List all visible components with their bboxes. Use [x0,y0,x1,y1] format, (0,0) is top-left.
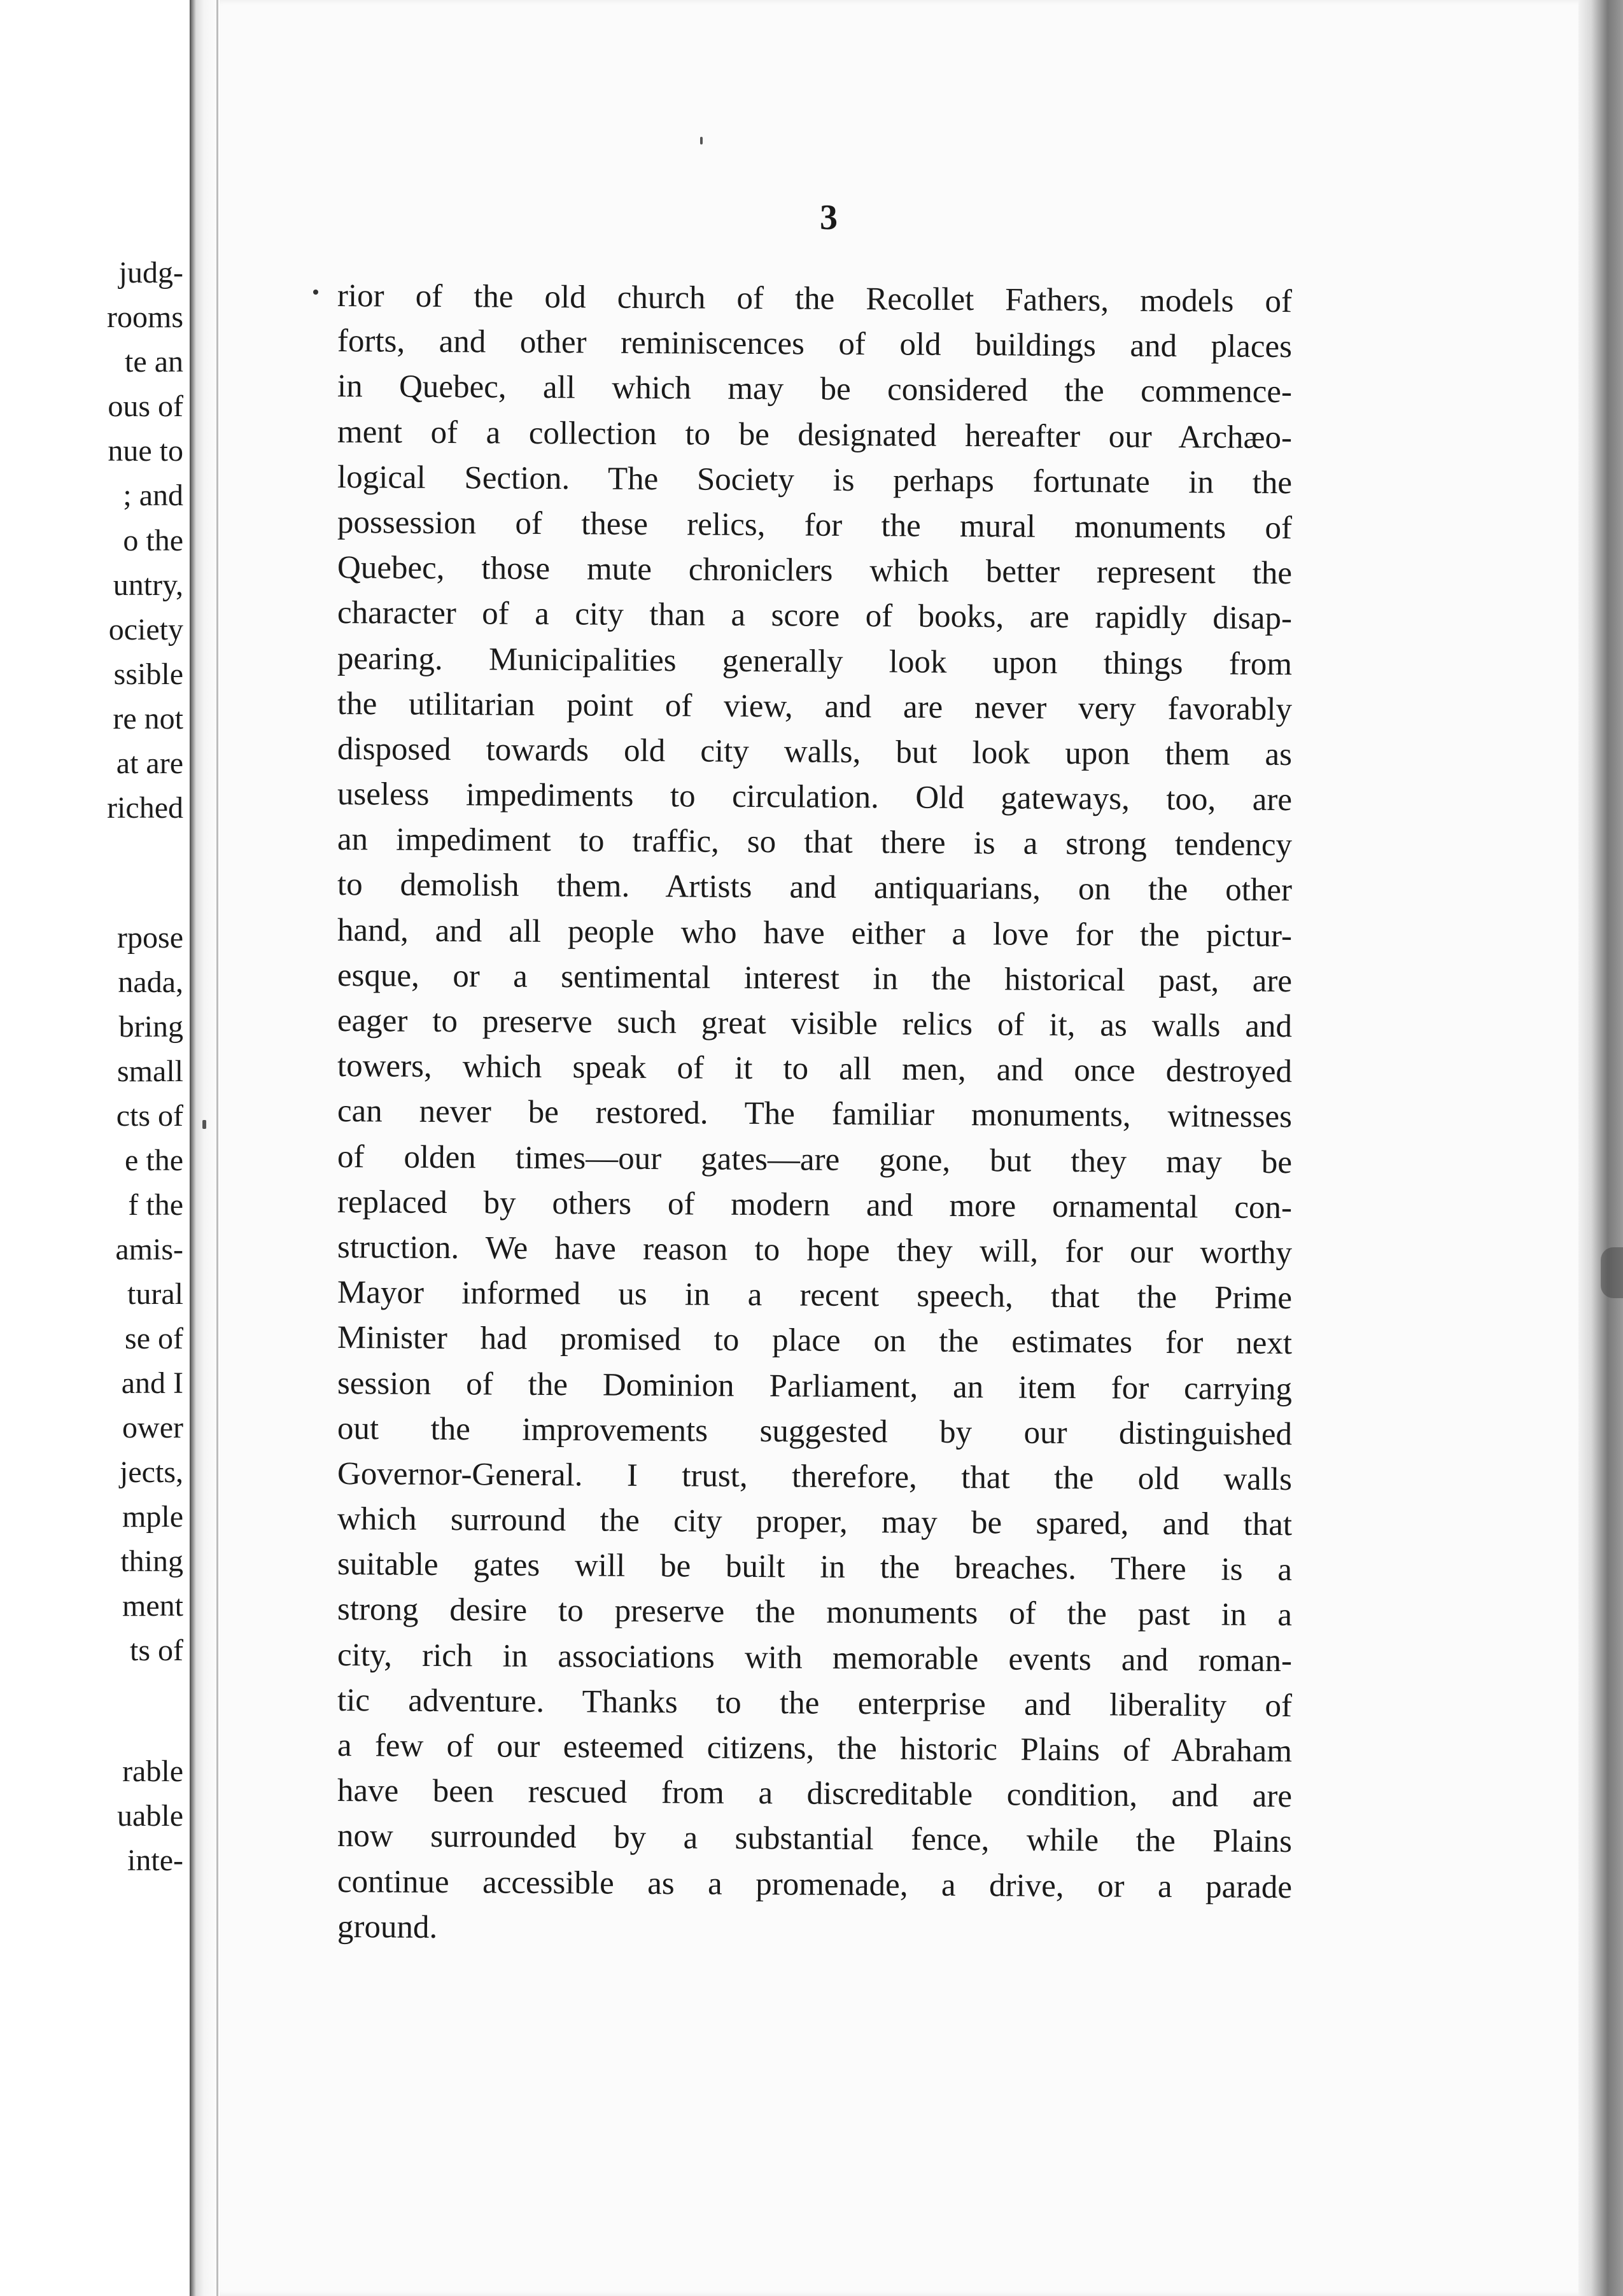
body-text [337,274,1292,1950]
right-edge-mark [1601,1247,1623,1298]
left-page-line: cts of [116,1099,183,1133]
text-line: ground. [337,1908,438,1945]
text-line: a few of our esteemed citizens, the historic Plains of Abraham [337,1728,1293,1770]
text-line: city, rich in associations with memorable events and roman- [337,1637,1293,1679]
page-number: 3 [820,198,838,237]
text-line: eager to preserve such great visible relics of it, as walls and [337,1003,1293,1045]
left-page-line: ment [122,1589,183,1623]
text-line: have been rescued from a discreditable condition, and are [337,1773,1293,1815]
text-line: which surround the city proper, may be spared, and that [337,1501,1293,1543]
paper-speck [700,137,703,144]
left-page-line: nada, [118,965,183,999]
text-line: in Quebec, all which may be considered the commence- [337,368,1293,410]
left-page-line: ous of [108,389,183,423]
text-line: rior of the old church of the Recollet Fathers, models of [337,278,1293,320]
left-page-line: and I [121,1366,183,1400]
text-line: suitable gates will be built in the breaches. There is a [337,1546,1293,1588]
page-gutter-line [216,0,218,2296]
left-page-line: rable [122,1754,183,1788]
text-line: hand, and all people who have either a love for the pictur- [337,912,1293,954]
left-page-line: f the [128,1188,183,1222]
text-line: Minister had promised to place on the estimates for next [337,1320,1293,1362]
text-line: logical Section. The Society is perhaps fortunate in the [337,459,1293,501]
left-page-line: small [117,1054,183,1088]
left-page-line: bring [118,1010,183,1044]
left-page-line: at are [116,746,183,780]
left-page-line: o the [123,524,183,557]
text-line: can never be restored. The familiar monuments, witnesses [337,1093,1293,1135]
text-line: continue accessible as a promenade, a drive, or a parade [337,1863,1293,1905]
left-page-line: te an [125,345,183,379]
left-page-line: rooms [107,300,183,334]
text-line: esque, or a sentimental interest in the historical past, are [337,957,1293,999]
text-line: of olden times—our gates—are gone, but they may be [337,1138,1293,1180]
text-line: struction. We have reason to hope they will, for our worthy [337,1229,1293,1271]
margin-dot [313,290,318,295]
text-line: Mayor informed us in a recent speech, that the Prime [337,1275,1293,1317]
text-line: Quebec, those mute chroniclers which better represent the [337,550,1293,592]
left-page-line: e the [125,1144,183,1177]
left-page-line: mple [122,1500,183,1534]
left-page-line: rpose [117,921,183,955]
text-line: character of a city than a score of books, are rapidly disap- [337,595,1293,637]
text-line: strong desire to preserve the monuments of the past in a [337,1592,1293,1634]
text-line: replaced by others of modern and more ornamental con- [337,1184,1293,1226]
text-line: ment of a collection to be designated hereafter our Archæo- [337,414,1293,456]
text-line: useless impediments to circulation. Old gateways, too, are [337,776,1293,818]
text-line: an impediment to traffic, so that there is a strong tendency [337,822,1293,864]
text-line: to demolish them. Artists and antiquarians, on the other [337,867,1293,909]
left-page-line: inte- [127,1844,183,1877]
paper-speck [202,1120,206,1129]
left-page-line: thing [120,1544,183,1578]
left-page-line: untry, [113,568,183,602]
text-line: now surrounded by a substantial fence, while the Plains [337,1818,1293,1860]
text-line: forts, and other reminiscences of old buildings and places [337,323,1293,365]
text-line: Governor-General. I trust, therefore, that the old walls [337,1455,1293,1498]
text-line: tic adventure. Thanks to the enterprise and liberality of [337,1682,1293,1724]
left-page-line: riched [107,791,183,825]
left-page-line: ower [122,1411,183,1445]
text-line: out the improvements suggested by our distinguished [337,1410,1293,1452]
left-page-line: tural [127,1277,183,1311]
text-line: session of the Dominion Parliament, an item for carrying [337,1365,1293,1407]
left-page-line: se of [125,1322,183,1355]
right-page-edge [1578,0,1623,2296]
left-page-line: uable [117,1799,183,1833]
text-line: the utilitarian point of view, and are never very favorably [337,685,1293,727]
left-page-line: nue to [108,434,183,468]
text-line: disposed towards old city walls, but look upon them as [337,731,1293,773]
text-line: towers, which speak of it to all men, and once destroyed [337,1048,1293,1090]
left-page-line: ssible [113,657,183,691]
left-page-line: ts of [130,1634,183,1667]
left-page-fragment [0,0,191,2296]
left-page-line: jects, [120,1455,183,1489]
left-page-line: ociety [108,613,183,647]
text-line: possession of these relics, for the mural monuments of [337,504,1293,547]
left-page-line: amis- [115,1233,183,1266]
left-page-line: re not [113,702,183,736]
text-line: pearing. Municipalities generally look upon things from [337,640,1293,682]
left-page-line: ; and [123,479,183,512]
left-page-line: judg- [118,256,183,290]
